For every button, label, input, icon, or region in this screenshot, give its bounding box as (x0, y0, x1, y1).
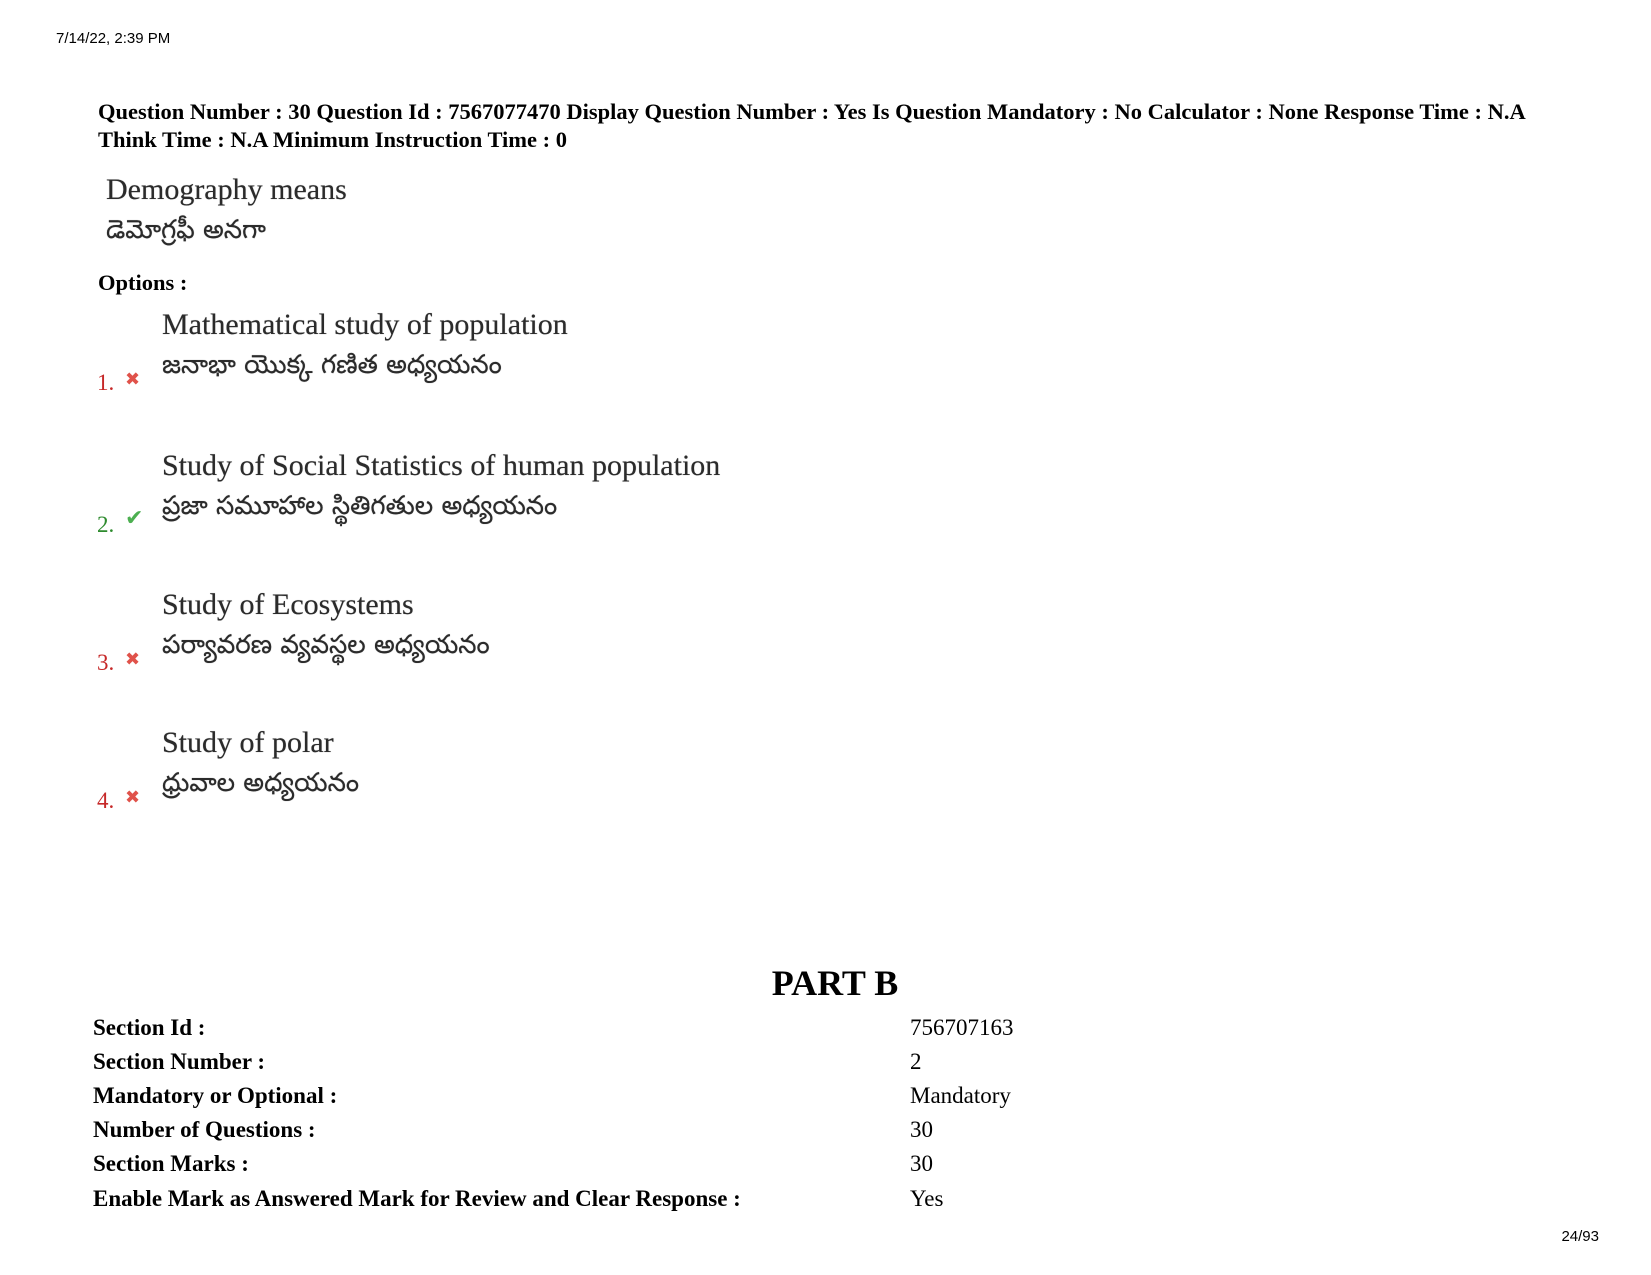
section-marks-label: Section Marks : (93, 1151, 249, 1176)
option-text-telugu: ప్రజా సమూహాల స్థితిగతుల అధ్యయనం (162, 491, 558, 521)
option-text-english: Mathematical study of population (162, 308, 568, 341)
cross-icon: ✖ (125, 649, 141, 670)
cross-icon: ✖ (125, 787, 141, 808)
option-number: 4. (97, 788, 115, 813)
option-text (162, 585, 490, 665)
mandatory-label: Mandatory or Optional : (93, 1083, 338, 1108)
enable-mark-label: Enable Mark as Answered Mark for Review and Clear Response : (93, 1186, 741, 1211)
option-text-telugu: పర్యావరణ వ్యవస్థల అధ్యయనం (162, 630, 490, 660)
print-timestamp: 7/14/22, 2:39 PM (56, 30, 171, 47)
question-text-telugu: డెమోగ్రఫీ అనగా (106, 215, 267, 245)
option-text (162, 446, 720, 526)
question-text-english: Demography means (106, 173, 347, 206)
option-text-english: Study of Social Statistics of human population (162, 449, 721, 482)
question-text (106, 170, 347, 250)
option-text-english: Study of Ecosystems (162, 588, 414, 621)
option-text (162, 723, 359, 803)
option-text-english: Study of polar (162, 726, 334, 759)
section-marks-value: 30 (910, 1151, 933, 1176)
mandatory-value: Mandatory (910, 1083, 1011, 1108)
section-id-label: Section Id : (93, 1015, 206, 1040)
cross-icon: ✖ (125, 369, 141, 390)
question-count-label: Number of Questions : (93, 1117, 316, 1142)
page-number: 24/93 (1561, 1228, 1599, 1245)
section-number-value: 2 (910, 1049, 922, 1074)
section-id-value: 756707163 (910, 1015, 1014, 1040)
question-header: Question Number : 30 Question Id : 7567077470 Display Question Number : Yes Is Question Mandatory : No Calculator : None Response Time : N.A Think Time : N.A Minimum Instruction Time : 0 (98, 99, 1525, 152)
option-number: 1. (97, 370, 115, 395)
enable-mark-value: Yes (910, 1186, 944, 1211)
option-text-telugu: జనాభా యొక్క గణిత అధ్యయనం (162, 350, 502, 380)
option-text (162, 305, 568, 385)
option-text-telugu: ధ్రువాల అధ్యయనం (162, 768, 360, 798)
section-number-label: Section Number : (93, 1049, 266, 1074)
option-number: 3. (97, 650, 115, 675)
options-label: Options : (98, 270, 188, 295)
option-number: 2. (97, 512, 115, 537)
part-title: PART B (771, 963, 899, 1003)
question-count-value: 30 (910, 1117, 933, 1142)
check-icon: ✔ (125, 506, 144, 531)
